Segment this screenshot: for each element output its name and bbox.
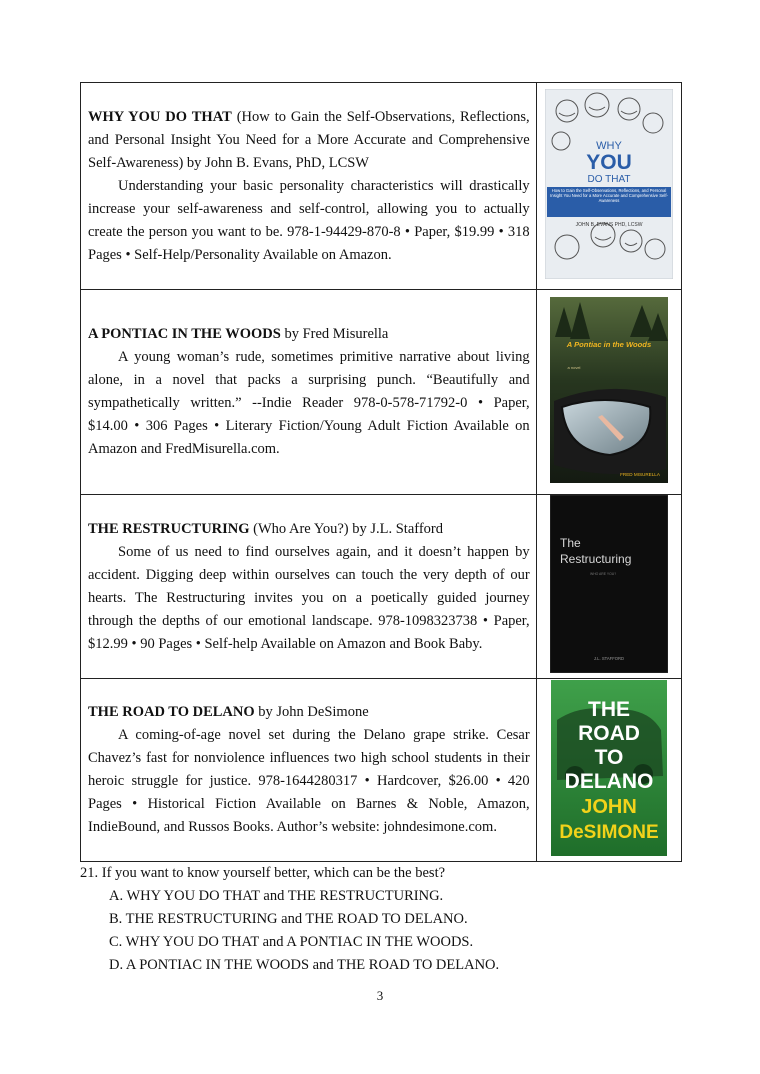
book-heading (88, 323, 530, 346)
book-heading (88, 701, 530, 724)
book-cover-cell (536, 83, 681, 290)
book-heading (88, 106, 530, 175)
cover-author: J.L. STAFFORD (593, 656, 624, 661)
why-you-do-that-cover (545, 89, 673, 279)
cover-subtitle: How to Gain the Self-Observations, Reflections, and Personal Insight You Need for a More Accurate and Comprehensive Self-Awareness (549, 187, 668, 203)
option-d[interactable]: D. A PONTIAC IN THE WOODS and THE ROAD TO DELANO. (109, 957, 500, 973)
book-text-cell (81, 290, 537, 495)
book-text-cell (81, 679, 537, 862)
book-description: A young woman’s rude, sometimes primitive narrative about living alone, in a novel that packs a surprising punch. “Beautifully and sympathetically written.” --Indie Reader 978-0-578-71792-0 • Paper, $14.00 • 306 Pages • Literary Fiction/Young Adult Fiction Available on Amazon and FredMisurella.com. (88, 349, 530, 457)
road-to-delano-cover (551, 680, 667, 856)
cover-text: Restructuring (559, 552, 632, 566)
pontiac-cover (550, 297, 668, 483)
option-c[interactable]: C. WHY YOU DO THAT and A PONTIAC IN THE WOODS. (109, 934, 474, 950)
cover-author: FRED MISURELLA (619, 471, 660, 477)
book-table (80, 82, 682, 862)
cover-author: JOHN (581, 795, 637, 818)
cover-text: TO (594, 745, 624, 769)
cover-text: DO THAT (587, 173, 631, 185)
book-author: by John DeSimone (254, 704, 369, 720)
cover-title: A Pontiac in the Woods (566, 339, 652, 349)
book-subtitle-author: (How to Gain the Self-Observations, Reflections, and Personal Insight You Need for a More Accurate and Comprehensive Self-Awareness) by John B. Evans, PhD, LCSW (88, 108, 530, 171)
book-description: Some of us need to find ourselves again, and it doesn’t happen by accident. Digging deep within ourselves can touch the very depth of our hearts. The Restructuring invites you on a poetically guided journey through the depths of our emotional landscape. 978-1098323738 • Paper, $12.99 • 90 Pages • Self-help Available on Amazon and Book Baby. (88, 543, 530, 652)
book-title: WHY YOU DO THAT (88, 108, 232, 125)
book-text-cell (81, 495, 537, 679)
book-title: A PONTIAC IN THE WOODS (88, 326, 281, 342)
book-cover-cell (536, 290, 681, 495)
book-description: Understanding your basic personality characteristics will drastically increase your self-awareness and self-control, allowing you to actually create the person you want to be. 978-1-94429-870-8 • Paper, $19.99 • 318 Pages • Self-Help/Personality Available on Amazon. (88, 177, 530, 263)
cover-text: THE (587, 697, 630, 721)
cover-subtitle: WHO ARE YOU? (589, 572, 616, 576)
cover-text: DELANO (564, 769, 654, 793)
question-block (80, 862, 499, 977)
cover-author: JOHN B. EVANS PHD, LCSW (575, 221, 643, 228)
cover-text: WHY (596, 139, 622, 152)
book-author: by Fred Misurella (280, 326, 389, 342)
book-title: THE ROAD TO DELANO (88, 704, 255, 720)
cover-tagline: a novel (567, 364, 581, 370)
cover-text: The (559, 536, 581, 550)
book-heading (88, 518, 530, 541)
book-row (81, 495, 682, 679)
cover-author: DeSIMONE (559, 821, 659, 843)
cover-text: ROAD (577, 721, 640, 745)
book-description: A coming-of-age novel set during the Delano grape strike. Cesar Chavez’s fast for nonviolence influences two high school students in their heroic struggle for justice. 978-1644280317 • Hardcover, $26.00 • 420 Pages • Historical Fiction Available on Barnes & Noble, Amazon, IndieBound, and Russos Books. Author’s website: johndesimone.com. (88, 727, 530, 835)
book-subtitle-author: (Who Are You?) by J.L. Stafford (249, 520, 443, 537)
book-text-cell (81, 83, 537, 290)
book-row (81, 83, 682, 290)
book-title: THE RESTRUCTURING (88, 520, 250, 537)
book-cover-cell (536, 679, 681, 862)
cover-text: YOU (586, 150, 632, 174)
option-b[interactable]: B. THE RESTRUCTURING and THE ROAD TO DELANO. (109, 911, 468, 927)
book-cover-cell (536, 495, 681, 679)
restructuring-cover (550, 495, 668, 673)
book-row (81, 679, 682, 862)
question-stem: 21. If you want to know yourself better, which can be the best? (80, 865, 446, 881)
book-row (81, 290, 682, 495)
page-number: 3 (376, 988, 384, 1003)
option-a[interactable]: A. WHY YOU DO THAT and THE RESTRUCTURING. (109, 888, 444, 904)
